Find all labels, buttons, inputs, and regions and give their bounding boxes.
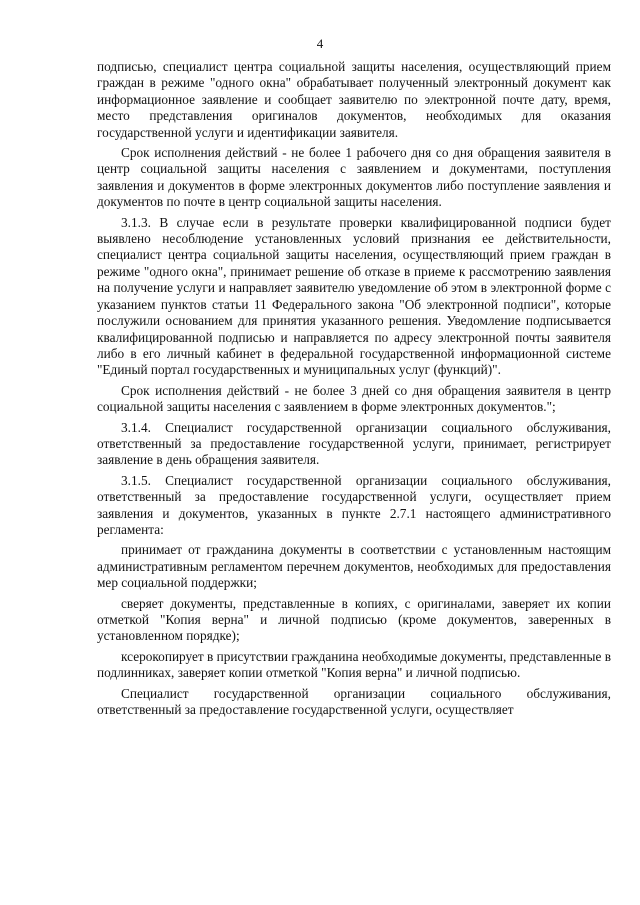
paragraph-last: Специалист государственной организации социального обслуживания, ответственный за предоставление государственной услуги, осуществляет: [97, 685, 611, 718]
paragraph-3-1-3: 3.1.3. В случае если в результате проверки квалифицированной подписи будет выявлено несоблюдение установленных условий признания ее действительности, специалист центра социальной защиты населения, осуществляющий прием граждан в режиме "одного окна", принимает решение об отказе в приеме к рассмотрению заявления на получение услуги и направляет заявителю уведомление об этом в электронной форме с указанием пунктов статьи 11 Федерального закона "Об электронной подписи", которые послужили основанием для принятия указанного решения. Уведомление подписывается квалифицированной подписью и направляется по адресу электронной почты заявителя либо в его личный кабинет в федеральной государственной информационной системе "Единый портал государственных и муниципальных услуг (функций)".: [97, 214, 611, 378]
paragraph-4: Срок исполнения действий - не более 3 дней со дня обращения заявителя в центр социальной защиты населения с заявлением в форме электронных документов.";: [97, 382, 611, 415]
paragraph-2: Срок исполнения действий - не более 1 рабочего дня со дня обращения заявителя в центр социальной защиты населения с заявлением и документами, поступления заявления и документов в форме электронных документов либо поступление заявления и документов по почте в центр социальной защиты населения.: [97, 145, 611, 210]
page-body: [97, 59, 611, 718]
list-item-verifies: сверяет документы, представленные в копиях, с оригиналами, заверяет их копии отметкой "Копия верна" и личной подписью (кроме документов, заверенных в установленном порядке);: [97, 595, 611, 644]
list-item-accepts: принимает от гражданина документы в соответствии с установленным настоящим административным регламентом перечнем документов, необходимых для предоставления мер социальной поддержки;: [97, 542, 611, 591]
list-item-copies: ксерокопирует в присутствии гражданина необходимые документы, представленные в подлинниках, заверяет копии отметкой "Копия верна" и личной подписью.: [97, 648, 611, 681]
paragraph-3-1-4: 3.1.4. Специалист государственной организации социального обслуживания, ответственный за предоставление государственной услуги, принимает, регистрирует заявление в день обращения заявителя.: [97, 419, 611, 468]
paragraph-1: подписью, специалист центра социальной защиты населения, осуществляющий прием граждан в режиме "одного окна" обрабатывает полученный электронный документ как информационное заявление и сообщает заявителю по электронной почте дату, время, место представления оригиналов документов, необходимых для оказания государственной услуги и идентификации заявителя.: [97, 59, 611, 140]
page-number: 4: [316, 36, 324, 51]
paragraph-3-1-5: 3.1.5. Специалист государственной организации социального обслуживания, ответственный за предоставление государственной услуги, осуществляет прием заявления и документов, указанных в пункте 2.7.1 настоящего административного регламента:: [97, 472, 611, 537]
